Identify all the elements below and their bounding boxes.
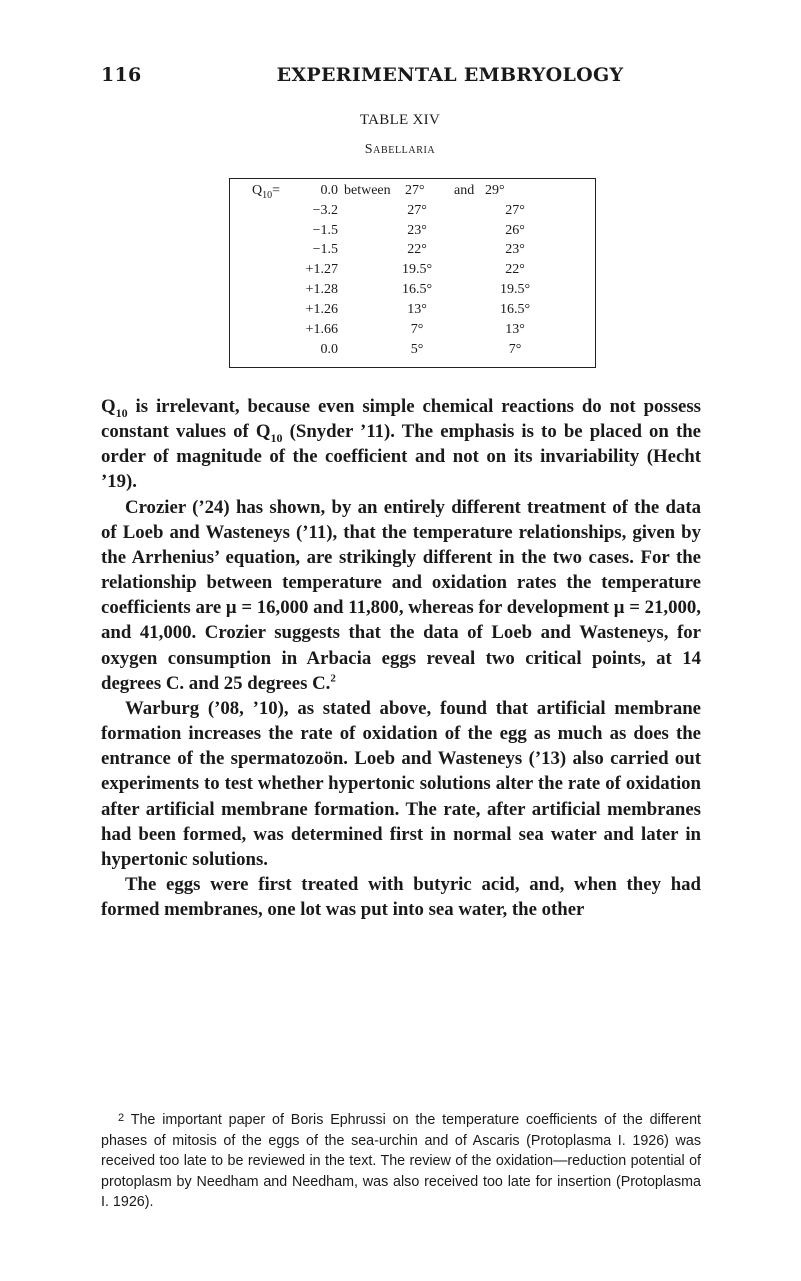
high-temperature: 16.5° [499,302,531,317]
q10-value: +1.27 [305,262,338,277]
table-row [230,223,595,243]
running-head: EXPERIMENTAL EMBRYOLOGY [276,64,624,86]
high-temperature: 22° [505,262,525,277]
paragraph-2: Crozier (’24) has shown, by an entirely different treatment of the data of Loeb and Wasteneys (’11), that the temperature relationships, given by the Arrhenius’ equation, are strikingly different in the two cases. For the relationship between temperature and oxidation rates the temperature coefficients are μ = 16,000 and 11,800, whereas for development μ = 21,000, and 41,000. Crozier suggests that the data of Loeb and Wasteneys, for oxygen consumption in Arbacia eggs reveal two critical points, at 14 degrees C. and 25 degrees C.$^2$ [101,496,701,694]
q10-value: +1.26 [305,302,338,317]
data-table [229,178,596,368]
table-row [230,242,595,262]
low-temperature: 16.5° [401,282,433,297]
footnote-mark: 2 [118,1112,125,1124]
q10-value: −1.5 [312,242,338,257]
table-title: TABLE XIV [359,112,441,128]
high-temperature: 19.5° [499,282,531,297]
high-temperature: 29° [485,183,505,198]
table-row [230,183,595,203]
footnote-text: The important paper of Boris Ephrussi on the temperature coefficients of the different phases of mitosis of the eggs of the sea-urchin and of Ascaris (Protoplasma I. 1926) was received too late to be reviewed in the text. The review of the oxidation—reduction potential of protoplasm by Needham and Needham, was also received too late for insertion (Protoplasma I. 1926). [101,1112,702,1211]
q10-value: 0.0 [320,342,338,357]
body-text [101,394,701,922]
high-temperature: 23° [505,242,525,257]
low-temperature: 7° [410,322,424,337]
low-temperature: 13° [407,302,427,317]
table-row [230,322,595,342]
low-temperature: 27° [405,183,425,198]
footnote [101,1108,701,1213]
table-subtitle: Sabellaria [364,142,436,157]
table-row [230,262,595,282]
high-temperature: 26° [505,223,525,238]
paragraph-1: $Q_{10}$ is irrelevant, because even simple chemical reactions do not possess constant values of $Q_{10}$ (Snyder ’11). The emphasis is to be placed on the order of magnitude of the coefficient and not on its invariability (Hecht ’19). [101,396,701,493]
q10-value: +1.28 [305,282,338,297]
between-word: between [344,183,391,198]
high-temperature: 13° [505,322,525,337]
low-temperature: 27° [407,203,427,218]
q10-value: +1.66 [305,322,338,337]
table-row [230,282,595,302]
q10-value: 0.0 [320,183,338,198]
q10-value: −1.5 [312,223,338,238]
page-number: 116 [101,64,142,86]
and-word: and [454,183,475,198]
high-temperature: 7° [508,342,522,357]
table-row [230,203,595,223]
q10-value: −3.2 [312,203,338,218]
low-temperature: 5° [410,342,424,357]
table-row [230,302,595,322]
low-temperature: 19.5° [401,262,433,277]
footnote-paragraph [101,1108,701,1213]
paragraph-3: Warburg (’08, ’10), as stated above, found that artificial membrane formation increases the rate of oxidation of the egg as much as does the entrance of the spermatozoön. Loeb and Wasteneys (’13) also carried out experiments to test whether hypertonic solutions alter the rate of oxidation after artificial membrane formation. The rate, after artificial membranes had been formed, was determined first in normal sea water and later in hypertonic solutions. [101,697,701,870]
high-temperature: 27° [505,203,525,218]
low-temperature: 23° [407,223,427,238]
low-temperature: 22° [407,242,427,257]
paragraph-4: The eggs were first treated with butyric acid, and, when they had formed membranes, one lot was put into sea water, the other [101,873,701,921]
q10-label: $Q_{10}=$ [252,183,281,201]
table-row [230,342,595,362]
